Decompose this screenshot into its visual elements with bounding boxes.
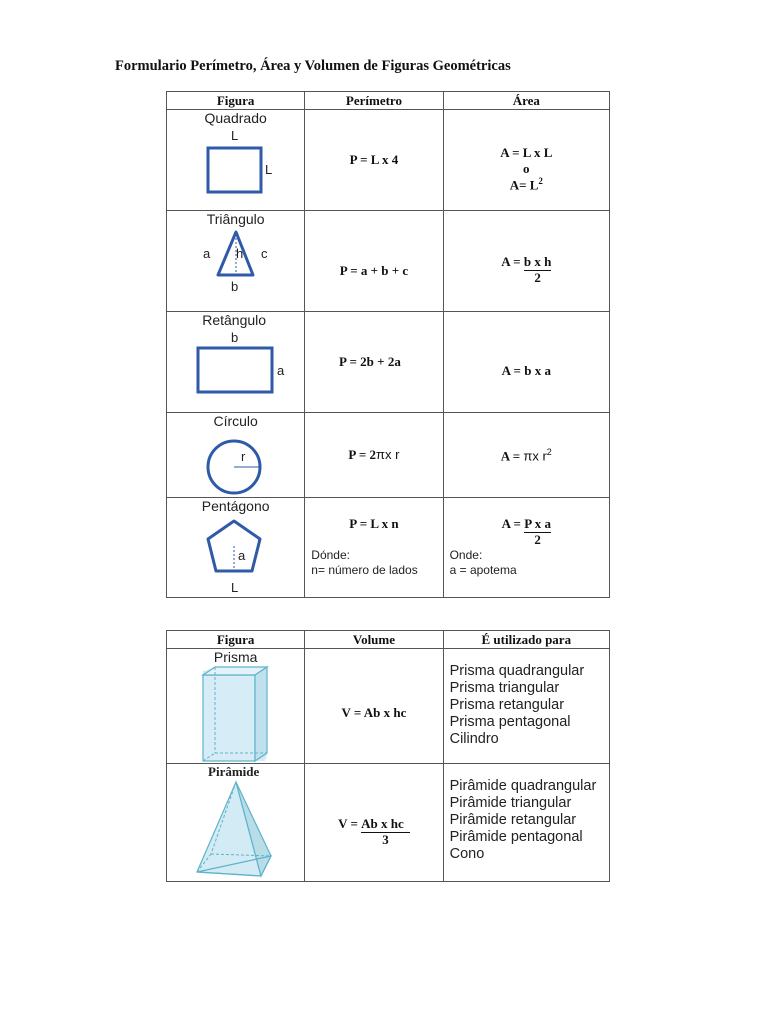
list-item: Cono bbox=[449, 846, 485, 862]
list-item: Prisma quadrangular bbox=[449, 663, 585, 679]
list-item: Prisma pentagonal bbox=[449, 714, 571, 730]
formula-table-volume bbox=[166, 630, 610, 882]
prism-figure-icon bbox=[167, 649, 305, 764]
area-note-pentagon: Onde: a = apotema bbox=[449, 548, 517, 577]
header-figura-2: Figura bbox=[167, 631, 305, 649]
volume-cell-pyramid bbox=[305, 764, 443, 882]
perimeter-cell-circle bbox=[305, 413, 443, 498]
pentagon-label-a: a bbox=[238, 548, 246, 563]
area-denominator-pentagon: 2 bbox=[534, 532, 541, 547]
area-cell-rectangle bbox=[443, 312, 609, 413]
area-numerator-triangle: b x h bbox=[523, 254, 552, 269]
table-row-triangle bbox=[167, 211, 610, 312]
pyramid-figure-icon bbox=[167, 764, 305, 882]
square-label-top: L bbox=[231, 128, 239, 143]
header-perimetro: Perímetro bbox=[305, 92, 443, 110]
rectangle-figure-icon bbox=[167, 312, 305, 413]
table-row-prism bbox=[167, 649, 610, 764]
figure-name-pentagon: Pentágono bbox=[201, 498, 270, 514]
volume-formula-prism: V = Ab x hc bbox=[341, 705, 407, 720]
triangle-label-c: c bbox=[261, 246, 268, 261]
volume-denominator-pyramid: 3 bbox=[382, 832, 389, 847]
area-numerator-pentagon: P x a bbox=[524, 516, 551, 531]
figure-name-rectangle: Retângulo bbox=[202, 312, 267, 328]
list-item: Prisma retangular bbox=[449, 697, 565, 713]
document-title: Formulario Perímetro, Área y Volumen de Figuras Geométricas bbox=[115, 58, 511, 74]
perimeter-formula-square: P = L x 4 bbox=[349, 152, 399, 167]
figure-cell-rectangle bbox=[167, 312, 305, 413]
area-cell-triangle bbox=[443, 211, 609, 312]
figure-name-pyramid: Pirâmide bbox=[208, 764, 260, 779]
uses-list-pyramid bbox=[450, 778, 597, 863]
figure-name-circle: Círculo bbox=[213, 413, 258, 429]
figure-cell-square bbox=[167, 110, 305, 211]
header-volume: Volume bbox=[305, 631, 443, 649]
rectangle-label-a: a bbox=[277, 363, 285, 378]
table-row-rectangle bbox=[167, 312, 610, 413]
circle-figure-icon bbox=[167, 413, 305, 498]
uses-cell-prism bbox=[443, 649, 609, 764]
list-item: Cilindro bbox=[449, 731, 499, 747]
header-utilizado: É utilizado para bbox=[443, 631, 609, 649]
area-cell-square bbox=[443, 110, 609, 211]
volume-formula-pyramid: $V = \frac{\text{Ab x hc}}{3}$ bbox=[305, 816, 442, 848]
triangle-label-h: h bbox=[236, 246, 244, 261]
square-label-side: L bbox=[265, 162, 273, 177]
uses-list-prism bbox=[450, 663, 585, 748]
perimeter-cell-rectangle bbox=[305, 312, 443, 413]
area-formula-rectangle: A = b x a bbox=[501, 363, 551, 378]
formula-table-perimeter-area bbox=[166, 91, 610, 598]
perimeter-formula-pentagon: P = L x n bbox=[349, 516, 399, 531]
triangle-figure-icon bbox=[167, 211, 305, 312]
list-item: Pirâmide retangular bbox=[449, 812, 577, 828]
volume-numerator-pyramid: Ab x hc bbox=[361, 816, 410, 833]
table-row-square bbox=[167, 110, 610, 211]
figure-cell-triangle bbox=[167, 211, 305, 312]
figure-name-triangle: Triângulo bbox=[206, 211, 265, 227]
table-row-pyramid bbox=[167, 764, 610, 882]
area-cell-pentagon bbox=[443, 498, 609, 598]
area-denominator-triangle: 2 bbox=[534, 270, 541, 285]
area-cell-circle bbox=[443, 413, 609, 498]
perimeter-cell-triangle bbox=[305, 211, 443, 312]
circle-label-r: r bbox=[241, 449, 246, 464]
list-item: Pirâmide pentagonal bbox=[449, 829, 583, 845]
area-formula-square-line1: A = L x L bbox=[500, 145, 553, 160]
square-figure-icon bbox=[167, 110, 305, 211]
figure-name-prism: Prisma bbox=[213, 649, 258, 665]
perimeter-formula-circle: P = 2πx r bbox=[348, 447, 400, 462]
list-item: Pirâmide quadrangular bbox=[449, 778, 597, 794]
table-row-circle bbox=[167, 413, 610, 498]
figure-cell-prism bbox=[167, 649, 305, 764]
area-formula-square-line2: o bbox=[523, 161, 530, 176]
header-figura: Figura bbox=[167, 92, 305, 110]
perimeter-formula-rectangle: P = 2b + 2a bbox=[339, 354, 401, 369]
area-formula-triangle: $A = \frac{\text{b x h}}{2}$ bbox=[501, 254, 552, 285]
area-formula-square-line3: $A= L^2$ bbox=[509, 176, 543, 193]
pentagon-label-l: L bbox=[231, 580, 239, 595]
figure-cell-circle bbox=[167, 413, 305, 498]
triangle-label-b: b bbox=[231, 279, 239, 294]
uses-cell-pyramid bbox=[443, 764, 609, 882]
perimeter-note-pentagon: Dónde: n= número de lados bbox=[311, 548, 418, 577]
perimeter-cell-square bbox=[305, 110, 443, 211]
rectangle-label-b: b bbox=[231, 330, 239, 345]
figure-cell-pyramid bbox=[167, 764, 305, 882]
pentagon-figure-icon bbox=[167, 498, 305, 598]
list-item: Pirâmide triangular bbox=[449, 795, 572, 811]
area-formula-pentagon: $A = \frac{\text{P x a}}{2}$ bbox=[501, 516, 551, 547]
table-row-pentagon bbox=[167, 498, 610, 598]
list-item: Prisma triangular bbox=[449, 680, 560, 696]
area-formula-circle: A = πx $r^2$ bbox=[500, 447, 552, 464]
header-area: Área bbox=[443, 92, 609, 110]
triangle-label-a: a bbox=[203, 246, 211, 261]
perimeter-formula-triangle: P = a + b + c bbox=[339, 263, 409, 278]
figure-name-square: Quadrado bbox=[204, 110, 267, 126]
volume-cell-prism bbox=[305, 649, 443, 764]
perimeter-cell-pentagon bbox=[305, 498, 443, 598]
figure-cell-pentagon bbox=[167, 498, 305, 598]
